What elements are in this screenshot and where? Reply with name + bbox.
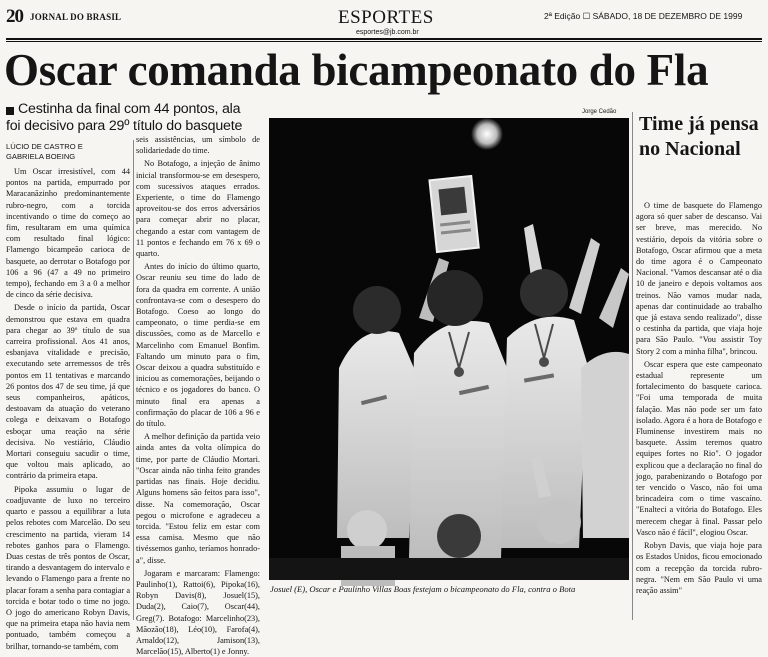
paragraph: Robyn Davis, que viaja hoje para os Estados Unidos, ficou emocionado com a recepção da torcida rubro-negra. "Nem em São Paulo vi uma reação assim" — [636, 541, 762, 595]
paragraph: Desde o início da partida, Oscar demonstrou que estava em quadra para chegar ao 39º título de sua carreira profissional. Aos 41 anos, esbanjava vitalidade e precisão, executando sete arremessos de três pontos em 11 tentativas e marcando 26 pontos dos 47 de seu time, já que seus companheiros, apáticos, destoavam da atuação do veterano colega e deixavam o Botafogo esboçar uma reação na série decisiva. No vestiário, Cláudio Mortari conseguiu sacudir o time, que voltou mais aplicado, ao contrário da primeira etapa. — [6, 303, 130, 481]
paragraph: Pipoka assumiu o lugar de coadjuvante de luxo no terceiro quarto e passou a equilibrar a luta pelos rebotes com Marcelão. Do seu crescimento na partida, vieram 14 rebotes ganhos para o Flamengo. Duas cestas de três pontos de Oscar, tirando a desvantagem do intervalo e levando o Flamengo para a frente no placar foram a senha para contagiar a torcida e botar todo o time no jogo. O jogo do americano Robyn Davis, que na primeira etapa não havia nem pontuado, também começou a brilhar, tornando-se também, com — [6, 484, 130, 651]
newspaper-name: JORNAL DO BRASIL — [30, 12, 122, 22]
paragraph: No Botafogo, a injeção de ânimo inicial transformou-se em desespero, com sucessivos ataques errados. Experiente, o time do Flamengo aproveitou-se dos erros adversários para começar abrir no placar, chegando a estar com vantagem de 11 pontos e fechando em 76 x 69 o quarto. — [136, 159, 260, 259]
deck — [6, 101, 254, 135]
byline-author-1: LÚCIO DE CASTRO E — [6, 142, 83, 151]
article-column-1 — [6, 166, 130, 651]
photo-credit: Jorge Cedão — [582, 109, 617, 115]
deck-line-1: Cestinha da final com 44 pontos, ala — [18, 101, 241, 117]
paragraph: O time de basquete do Flamengo agora só quer saber de descanso. Vai ser breve, mas merecido. No vestiário, depois da vitória sobre o Botafogo, Oscar afirmou que a meta do time agora é o Campeonato Nacional. "Vamos descansar até o dia 10 de janeiro e depois voltamos aos treinos. Não vamos mudar nada, apenas dar continuidade ao trabalho que já estava sendo realizado", disse o cestinha da partida, que viaja hoje para São Paulo. "Vou assistir Toy Story 2 com a minha filha", brincou. — [636, 201, 762, 356]
paragraph: seis assistências, um símbolo de solidariedade do time. — [136, 135, 260, 156]
column-divider — [632, 112, 633, 620]
photo-caption: Josuel (E), Oscar e Paulinho Villas Boas festejam o bicampeonato do Fla, contra o Bota — [270, 584, 576, 594]
paragraph: Oscar espera que este campeonato estadual represente um fortalecimento do basquete carioca. "Foi uma temporada de muita falação. Mas não pode ser um fato isolado. Agora é a hora de Botafogo e Fluminense investirem mais no basquete. Assim teremos quatro equipes fortes no Rio". O jogador explicou que a declaração no final do jogo, parabenizando o Botafogo por ter vencido o Vasco, não foi uma brincadeira com o time vascaíno. "Enalteci a vitória do Botafogo. Eles merecem chegar à final. Passar pelo Vasco não é fácil", elogiou Oscar. — [636, 359, 762, 537]
paragraph: Antes do início do último quarto, Oscar reuniu seu time do lado de fora da quadra em corrente. A união confrontava-se com o desespero do Botafogo. Coeso ao longo do campeonato, o time perdia-se em discussões, como as de Marcello e Marcelinho com Emanuel Bonfim. Faltando um minuto para o fim, Oscar deixou a quadra substituído e iniciou as comemorações, beijando o técnico e os jogadores do banco. O minuto final era apenas a confirmação do placar de 106 a 96 e do título. — [136, 262, 260, 429]
byline — [6, 142, 130, 162]
section-email: esportes@jb.com.br — [356, 29, 419, 36]
paragraph: Jogaram e marcaram: Flamengo: Paulinho(1), Rattoi(6), Pipoka(16), Robyn Davis(8), Josuel(15), Duda(2), Caio(7), Oscar(44), Greg(7). Botafogo: Marcelinho(23), Mãozão(18), Léo(10), Farofa(4), Arnaldo(12), Jamison(13), Marcelão(15), Alberto(1) e Jonny. — [136, 568, 260, 657]
byline-author-2: GABRIELA BOEING — [6, 152, 76, 161]
sidebar-column — [636, 200, 762, 622]
column-divider — [133, 140, 134, 620]
masthead-rule — [6, 38, 762, 40]
edition-date: 2ª Edição ☐ SÁBADO, 18 DE DEZEMBRO DE 1999 — [544, 11, 743, 21]
page-number: 20 — [6, 6, 23, 27]
article-column-2 — [136, 134, 260, 657]
deck-line-2: foi decisivo para 29º título do basquete — [6, 118, 243, 134]
sidebar-title: Time já pensa no Nacional — [639, 113, 759, 160]
masthead-rule-thin — [6, 41, 762, 42]
photo-illustration — [269, 118, 629, 580]
headline: Oscar comanda bicampeonato do Fla — [4, 45, 709, 95]
paragraph: A melhor definição da partida veio ainda antes da volta olímpica do time, por parte de Cláudio Mortari. "Oscar ainda não tinha feito grandes partidas nas finais. Hoje decidiu. Alguns homens são feitos para isso", disse. Na comemoração, Oscar pegou o microfone e agradeceu a torcida. "Estou feliz em estar com essa camisa. Mesmo que não tivéssemos ganho, teríamos honrado-a", disse. — [136, 432, 260, 565]
celebration-photo — [269, 118, 629, 580]
section-title: ESPORTES — [338, 7, 434, 28]
paragraph: Um Oscar irresistível, com 44 pontos na partida, empurrado por Maracanãzinho predominantemente rubro-negro, com a torcida incentivando o time do começo ao fim, resultaram em uma química com resultado final lógico: Flamengo bicampeão carioca de basquete, ao derrotar o Botafogo por 106 a 96 (47 a 49 no primeiro tempo), fechando em 3 a 0 a melhor de cinco da série decisiva. — [6, 167, 130, 300]
